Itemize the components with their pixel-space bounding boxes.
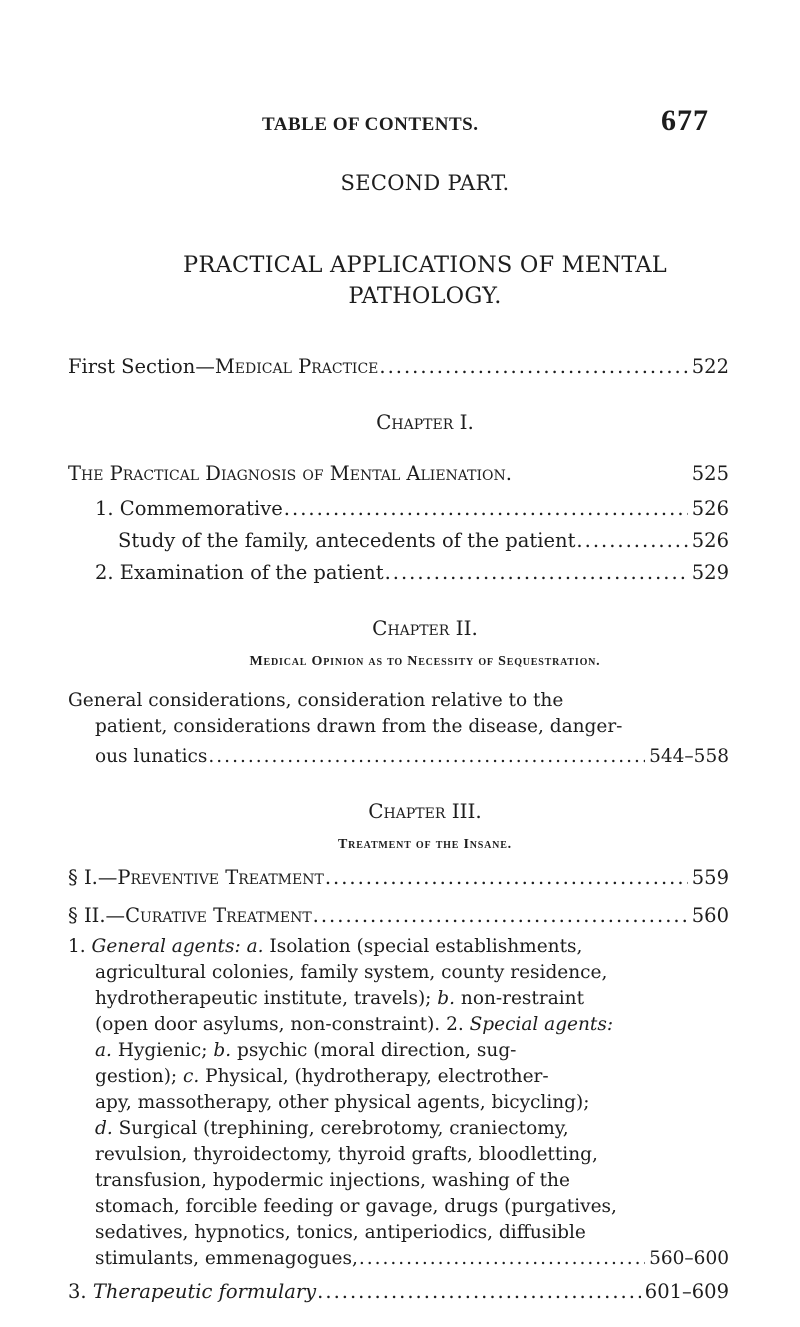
- dot-leader: [359, 1248, 645, 1269]
- toc-entry: [95, 497, 729, 520]
- toc-entry-chapter-2-last: [95, 746, 729, 767]
- section-1-label: Preventive Treatment: [117, 866, 324, 889]
- paragraph-line: 1. General agents: a. Isolation (special establishments,: [68, 936, 583, 957]
- section-1-prefix: § I.—: [68, 866, 118, 889]
- main-title-line-2: PATHOLOGY.: [348, 283, 502, 309]
- chapter-1-title: The Practical Diagnosis of Mental Alienation.: [68, 462, 512, 485]
- formulary-num: 3.: [68, 1280, 87, 1303]
- main-title-line-1: PRACTICAL APPLICATIONS OF MENTAL: [183, 252, 667, 278]
- chapter-2-subtitle: Medical Opinion as to Necessity of Sequestration.: [249, 654, 601, 669]
- paragraph-line: agricultural colonies, family system, county residence,: [95, 962, 608, 983]
- paragraph-line: stomach, forcible feeding or gavage, drugs (purgatives,: [95, 1196, 617, 1217]
- chapter-2-heading: Chapter II.: [372, 616, 478, 640]
- entry-label: ous lunatics: [95, 746, 208, 767]
- first-section-prefix: First Section—: [68, 355, 215, 378]
- dot-leader: [317, 1280, 641, 1303]
- section-2-label: Curative Treatment: [125, 904, 312, 927]
- paragraph-line: sedatives, hypnotics, tonics, antiperiodics, diffusible: [95, 1222, 586, 1243]
- section-2-prefix: § II.—: [68, 904, 126, 927]
- paragraph-line: transfusion, hypodermic injections, washing of the: [95, 1170, 570, 1191]
- paragraph-line: (open door asylums, non-constraint). 2. Special agents:: [95, 1014, 614, 1035]
- formulary-label: Therapeutic formulary: [92, 1280, 317, 1303]
- entry-page: 526: [691, 529, 729, 552]
- entry-page: 544–558: [649, 746, 729, 767]
- dot-leader: [325, 866, 688, 889]
- entry-label: Study of the family, antecedents of the patient: [118, 529, 576, 552]
- toc-entry-formulary: [68, 1280, 729, 1303]
- formulary-page: 601–609: [644, 1280, 729, 1303]
- paragraph-line: General considerations, consideration relative to the: [68, 690, 564, 711]
- part-title: SECOND PART.: [340, 171, 510, 195]
- toc-entry: [95, 1248, 729, 1269]
- page-number: 677: [661, 104, 709, 137]
- running-head: TABLE OF CONTENTS.: [262, 114, 479, 135]
- chapter-3-heading: Chapter III.: [368, 799, 482, 823]
- dot-leader: [576, 529, 687, 552]
- entry-label: 1. Commemorative: [95, 497, 283, 520]
- paragraph-line: hydrotherapeutic institute, travels); b. non-restraint: [95, 988, 584, 1009]
- dot-leader: [385, 561, 688, 584]
- toc-entry-chapter-1-title: [68, 462, 729, 485]
- main-title: [60, 250, 790, 312]
- paragraph-line: a. Hygienic; b. psychic (moral direction, sug-: [95, 1040, 517, 1061]
- paragraph-line: revulsion, thyroidectomy, thyroid grafts, bloodletting,: [95, 1144, 598, 1165]
- paragraph-line: gestion); c. Physical, (hydrotherapy, electrother-: [95, 1066, 549, 1087]
- chapter-3-subtitle: Treatment of the Insane.: [338, 837, 512, 852]
- toc-entry-first-section: [68, 355, 729, 378]
- chapter-1-title-page: 525: [691, 462, 729, 485]
- toc-entry: [118, 529, 729, 552]
- entry-label: 2. Examination of the patient: [95, 561, 384, 584]
- dot-leader: [208, 746, 645, 767]
- entry-page: 560–600: [649, 1248, 729, 1269]
- entry-label: stimulants, emmenagogues,: [95, 1248, 358, 1269]
- dot-leader: [313, 904, 688, 927]
- section-2-page: 560: [691, 904, 729, 927]
- chapter-3-paragraph: [68, 934, 729, 1246]
- paragraph-line: patient, considerations drawn from the disease, danger-: [95, 716, 623, 737]
- entry-page: 526: [691, 497, 729, 520]
- chapter-1-heading: Chapter I.: [376, 410, 474, 434]
- toc-entry-section-1: [68, 866, 729, 889]
- toc-entry-section-2: [68, 904, 729, 927]
- first-section-label: Medical Practice: [214, 355, 379, 378]
- toc-entry: [95, 561, 729, 584]
- dot-leader: [284, 497, 688, 520]
- dot-leader: [379, 355, 687, 378]
- chapter-2-paragraph: [68, 688, 729, 740]
- first-section-page: 522: [691, 355, 729, 378]
- entry-page: 529: [691, 561, 729, 584]
- section-1-page: 559: [691, 866, 729, 889]
- paragraph-line: d. Surgical (trephining, cerebrotomy, craniectomy,: [95, 1118, 569, 1139]
- paragraph-line: apy, massotherapy, other physical agents, bicycling);: [95, 1092, 590, 1113]
